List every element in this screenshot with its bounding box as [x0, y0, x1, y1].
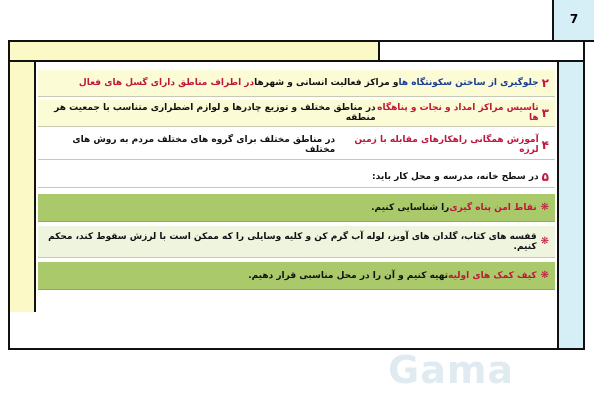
- list-item: [38, 262, 555, 290]
- top-band-left: [10, 42, 380, 62]
- item-text: در سطح خانه، مدرسه و محل کار باید:: [372, 171, 539, 182]
- top-band-right: [380, 42, 583, 62]
- item-number: ۵: [541, 169, 549, 184]
- bullet-icon: ❋: [540, 202, 549, 213]
- item-text: در مناطق مختلف برای گروه های مختلف مردم به روش های مختلف: [72, 134, 336, 155]
- item-text-highlight: نقاط امن پناه گیری: [449, 202, 537, 213]
- item-text: تهیه کنیم و آن را در محل مناسبی قرار دهیم.: [248, 270, 449, 281]
- item-text: جلوگیری از ساختن سکونتگاه ها: [398, 78, 539, 88]
- item-text: در مناطق مختلف و توزیع چادرها و لوازم اضطراری متناسب با جمعیت هر منطقه: [54, 103, 376, 123]
- item-text: را شناسایی کنیم.: [371, 202, 450, 213]
- list-item: [38, 70, 555, 97]
- left-strip: [10, 62, 36, 312]
- slide-number: 7: [552, 0, 594, 42]
- gama-logo-watermark: Gama: [388, 348, 515, 392]
- bullet-icon: ❋: [540, 270, 549, 281]
- list-item: [38, 166, 555, 188]
- item-text: و مراکز فعالیت انسانی و شهرها: [254, 78, 399, 88]
- item-number: ۳: [541, 106, 549, 120]
- item-text-highlight: آموزش همگانی راهکارهای مقابله با زمین لرزه: [354, 134, 539, 155]
- right-strip: [557, 62, 583, 348]
- list-item: [38, 194, 555, 222]
- list-item: [38, 130, 555, 160]
- bullet-icon: ❋: [540, 236, 549, 247]
- list-item: [38, 226, 555, 258]
- item-text-highlight: کیف کمک های اولیه: [448, 270, 537, 281]
- slide-frame: [8, 40, 585, 350]
- list-item: [38, 100, 555, 127]
- item-text-highlight: در اطراف مناطق دارای گسل های فعال: [78, 78, 255, 88]
- top-band: [10, 42, 583, 62]
- item-number: ۴: [541, 137, 549, 152]
- content-area: [38, 64, 555, 332]
- item-text: قفسه های کتاب، گلدان های آویز، لوله آب گرم کن و کلیه وسایلی را که ممکن است با لرزش سقوط کند، محکم کنیم.: [48, 231, 537, 252]
- item-text-highlight: تاسیس مراکز امداد و نجات و پناهگاه ها: [377, 103, 539, 123]
- item-number: ۲: [541, 76, 549, 90]
